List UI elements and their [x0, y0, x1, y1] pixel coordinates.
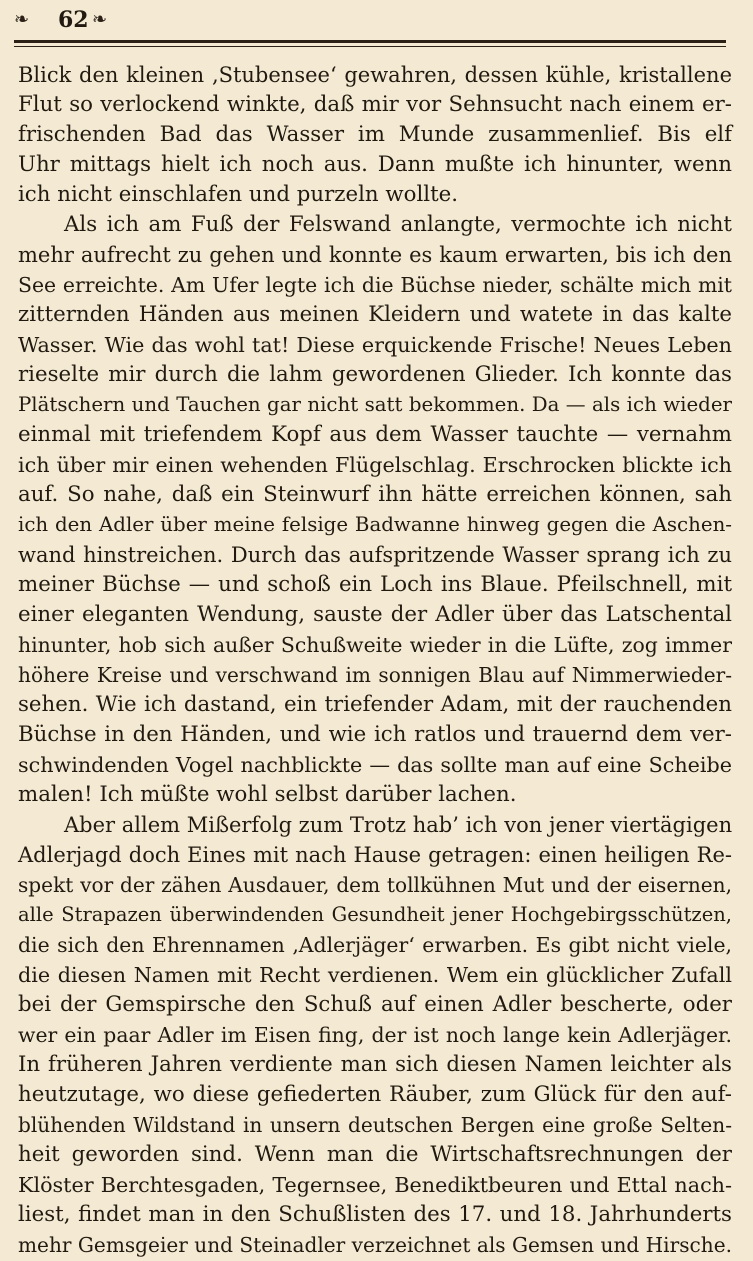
text-line: Büchse in den Händen, und wie ich ratlos und trauernd dem ver-	[18, 722, 732, 747]
text-line: heit geworden sind. Wenn man die Wirtschaftsrechnungen der	[18, 1142, 732, 1167]
text-line: Als ich am Fuß der Felswand anlangte, vermochte ich nicht	[64, 212, 732, 237]
text-line: schwindenden Vogel nachblickte — das sollte man auf eine Scheibe	[18, 753, 732, 777]
page-number: 62	[58, 7, 89, 33]
text-line: Flut so verlockend winkte, daß mir vor Sehnsucht nach einem er-	[18, 92, 732, 117]
text-line: Blick den kleinen ‚Stubensee‘ gewahren, dessen kühle, kristallene	[18, 63, 732, 87]
text-line: wer ein paar Adler im Eisen fing, der ist noch lange kein Adlerjäger.	[18, 1023, 732, 1047]
text-line: In früheren Jahren verdiente man sich diesen Namen leichter als	[18, 1052, 732, 1077]
text-line: Plätschern und Tauchen gar nicht satt bekommen. Da — als ich wieder	[18, 393, 732, 416]
text-line: Aber allem Mißerfolg zum Trotz hab’ ich von jener viertägigen	[64, 813, 733, 837]
page-header	[14, 8, 726, 38]
text-line: ich nicht einschlafen und purzeln wollte.	[18, 182, 458, 207]
text-line: sehen. Wie ich dastand, ein triefender Adam, mit der rauchenden	[18, 692, 732, 717]
text-line: meiner Büchse — und schoß ein Loch ins Blaue. Pfeilschnell, mit	[18, 572, 732, 597]
text-line: See erreichte. Am Ufer legte ich die Büchse nieder, schälte mich mit	[18, 273, 732, 297]
text-line: Uhr mittags hielt ich noch aus. Dann mußte ich hinunter, wenn	[18, 152, 732, 177]
header-rule-thick	[14, 40, 726, 43]
text-line: bei der Gemspirsche den Schuß auf einen Adler bescherte, oder	[18, 992, 732, 1017]
text-line: frischenden Bad das Wasser im Munde zusammenlief. Bis elf	[18, 122, 732, 147]
text-line: einmal mit triefendem Kopf aus dem Wasser tauchte — vernahm	[18, 422, 732, 447]
text-line: Adlerjagd doch Eines mit nach Hause getragen: einen heiligen Re-	[18, 843, 732, 867]
text-line: malen! Ich müßte wohl selbst darüber lachen.	[18, 782, 517, 807]
text-line: Wasser. Wie das wohl tat! Diese erquickende Frische! Neues Leben	[18, 333, 732, 357]
text-line: rieselte mir durch die lahm gewordenen Glieder. Ich konnte das	[18, 362, 732, 387]
text-line: Klöster Berchtesgaden, Tegernsee, Benediktbeuren und Ettal nach-	[18, 1173, 732, 1197]
header-rule-thin	[14, 46, 726, 47]
text-line: heutzutage, wo diese gefiederten Räuber, zum Glück für den auf-	[18, 1082, 732, 1107]
text-line: ich den Adler über meine felsige Badwanne hinweg gegen die Aschen-	[18, 513, 732, 536]
text-line: blühenden Wildstand in unsern deutschen Bergen eine große Selten-	[18, 1113, 732, 1137]
text-line: die diesen Namen mit Recht verdienen. Wem ein glücklicher Zufall	[18, 963, 732, 987]
text-line: liest, findet man in den Schußlisten des 17. und 18. Jahrhunderts	[18, 1202, 732, 1227]
text-line: alle Strapazen überwindenden Gesundheit jener Hochgebirgsschützen,	[18, 903, 732, 926]
ornament-right-icon: ❧	[92, 9, 108, 30]
text-line: mehr Gemsgeier und Steinadler verzeichnet als Gemsen und Hirsche.	[18, 1233, 732, 1257]
text-line: ich über mir einen wehenden Flügelschlag. Erschrocken blickte ich	[18, 453, 732, 477]
text-line: auf. So nahe, daß ein Steinwurf ihn hätte erreichen können, sah	[18, 482, 732, 507]
text-line: zitternden Händen aus meinen Kleidern und watete in das kalte	[18, 302, 732, 327]
text-line: hinunter, hob sich außer Schußweite wieder in die Lüfte, zog immer	[18, 633, 732, 657]
ornament-left-icon: ❧	[14, 9, 30, 30]
text-line: einer eleganten Wendung, sauste der Adler über das Latschental	[18, 602, 732, 627]
text-line: spekt vor der zähen Ausdauer, dem tollkühnen Mut und der eisernen,	[18, 873, 732, 897]
text-line: mehr aufrecht zu gehen und konnte es kaum erwarten, bis ich den	[18, 243, 732, 267]
text-line: wand hinstreichen. Durch das aufspritzende Wasser sprang ich zu	[18, 543, 732, 567]
text-line: die sich den Ehrennamen ‚Adlerjäger‘ erwarben. Es gibt nicht viele,	[18, 933, 732, 957]
text-line: höhere Kreise und verschwand im sonnigen Blau auf Nimmerwieder-	[18, 663, 732, 687]
